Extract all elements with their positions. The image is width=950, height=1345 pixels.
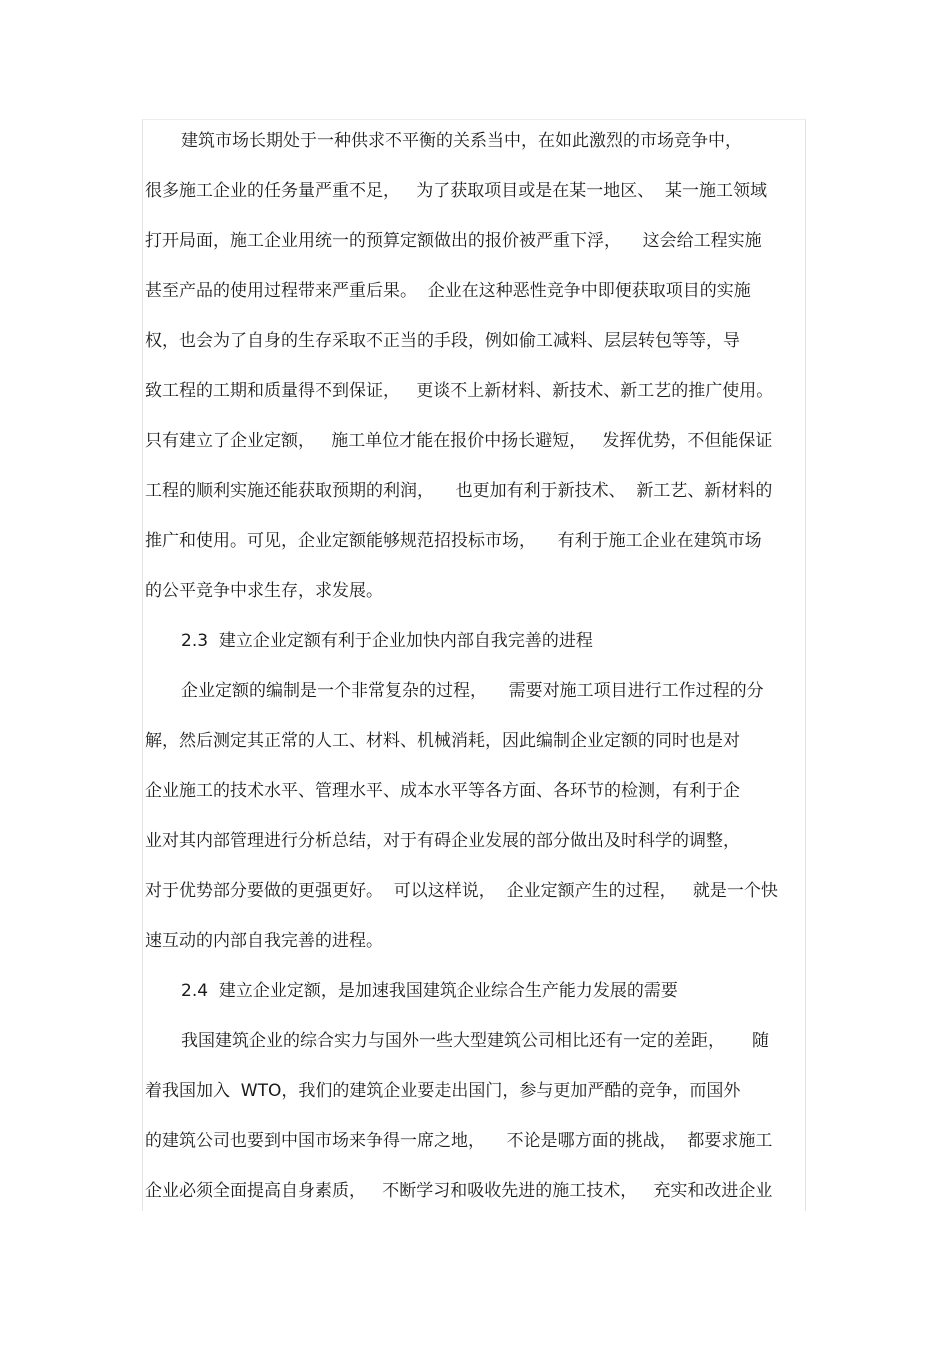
paragraph-line: 企业施工的技术水平、管理水平、成本水平等各方面、各环节的检测，有利于企 — [145, 781, 740, 801]
paragraph-line: 企业定额的编制是一个非常复杂的过程， 需要对施工项目进行工作过程的分 — [181, 681, 764, 701]
paragraph-line: 我国建筑企业的综合实力与国外一些大型建筑公司相比还有一定的差距， 随 — [181, 1031, 770, 1051]
paragraph-line: 工程的顺利实施还能获取预期的利润， 也更加有利于新技术、 新工艺、新材料的 — [145, 481, 773, 501]
paragraph-line: 企业必须全面提高自身素质， 不断学习和吸收先进的施工技术， 充实和改进企业 — [145, 1181, 773, 1201]
paragraph-line: 推广和使用。可见，企业定额能够规范招投标市场， 有利于施工企业在建筑市场 — [145, 531, 762, 551]
paragraph-line: 的建筑公司也要到中国市场来争得一席之地， 不论是哪方面的挑战， 都要求施工 — [145, 1131, 773, 1151]
paragraph-line: 对于优势部分要做的更强更好。 可以这样说， 企业定额产生的过程， 就是一个快 — [145, 881, 778, 901]
paragraph-line: 速互动的内部自我完善的进程。 — [145, 931, 383, 951]
paragraph-line: 打开局面，施工企业用统一的预算定额做出的报价被严重下浮， 这会给工程实施 — [145, 231, 762, 251]
section-heading: 2.4 建立企业定额，是加速我国建筑企业综合生产能力发展的需要 — [181, 981, 678, 1001]
paragraph-line: 权，也会为了自身的生存采取不正当的手段，例如偷工减料、层层转包等等，导 — [145, 331, 740, 351]
section-heading: 2.3 建立企业定额有利于企业加快内部自我完善的进程 — [181, 631, 593, 651]
paragraph-line: 致工程的工期和质量得不到保证， 更谈不上新材料、新技术、新工艺的推广使用。 — [145, 381, 774, 401]
paragraph-line: 业对其内部管理进行分析总结，对于有碍企业发展的部分做出及时科学的调整， — [145, 831, 740, 851]
paragraph-line: 甚至产品的使用过程带来严重后果。 企业在这种恶性竞争中即便获取项目的实施 — [145, 281, 751, 301]
paragraph-line: 着我国加入 WTO，我们的建筑企业要走出国门，参与更加严酷的竞争，而国外 — [145, 1081, 741, 1101]
paragraph-line: 只有建立了企业定额， 施工单位才能在报价中扬长避短， 发挥优势，不但能保证 — [145, 431, 773, 451]
paragraph-line: 很多施工企业的任务量严重不足， 为了获取项目或是在某一地区、 某一施工领域 — [145, 181, 768, 201]
paragraph-line: 的公平竞争中求生存，求发展。 — [145, 581, 383, 601]
paragraph-line: 解，然后测定其正常的人工、材料、机械消耗，因此编制企业定额的同时也是对 — [145, 731, 740, 751]
paragraph-line: 建筑市场长期处于一种供求不平衡的关系当中，在如此激烈的市场竞争中， — [181, 131, 742, 151]
